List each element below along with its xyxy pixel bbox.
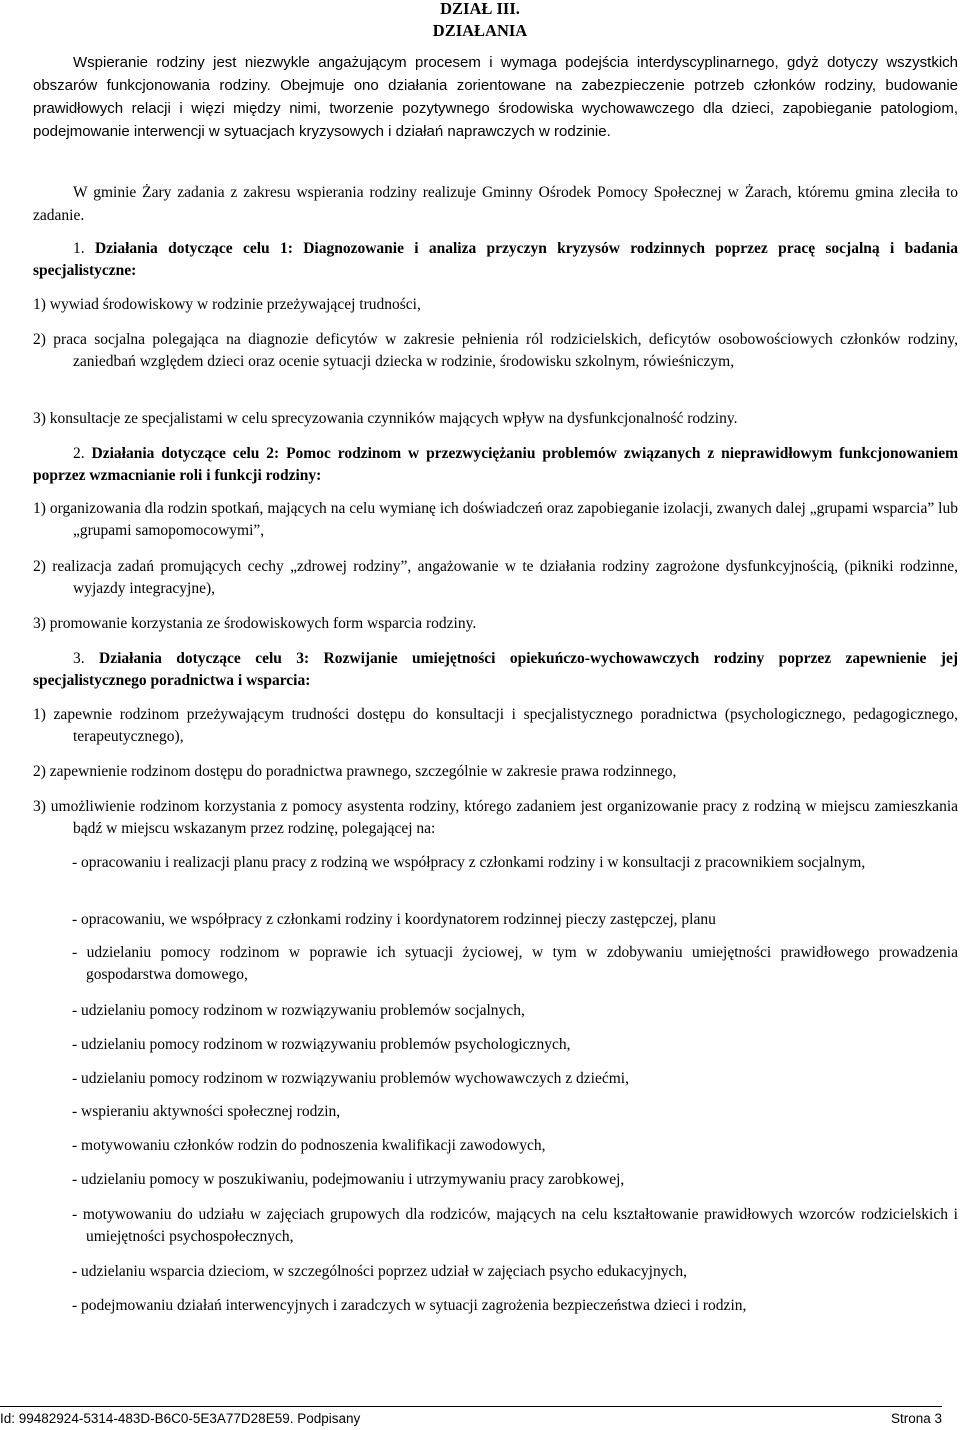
dash-item: - opracowaniu, we współpracy z członkami rodziny i koordynatorem rodzinnej pieczy zastępczej, planu [72, 911, 716, 928]
intro-paragraph: Wspieranie rodziny jest niezwykle angażującym procesem i wymaga podejścia interdyscyplinarnego, gdyż dotyczy wszystkich obszarów funkcjonowania rodziny. Obejmuje ono działania zorientowane na zabezpieczenie potrzeb członków rodziny, budowanie prawidłowych relacji i więzi między nimi, tworzenie pozytywnego środowiska wychowawczego dla dzieci, zapobieganie patologiom, podejmowanie interwencji w sytuacjach kryzysowych i działań naprawczych w rodzinie. [33, 54, 958, 140]
list-item: 3) promowanie korzystania ze środowiskowych form wsparcia rodziny. [33, 615, 477, 632]
section-3-heading: 3. Działania dotyczące celu 3: Rozwijanie umiejętności opiekuńczo-wychowawczych rodziny poprzez zapewnienie jej specjalistycznego poradnictwa i wsparcia: [33, 650, 959, 689]
dash-item: - wspieraniu aktywności społecznej rodzin, [72, 1103, 341, 1120]
footer-divider [0, 1406, 942, 1407]
dash-item: - opracowaniu i realizacji planu pracy z rodziną we współpracy z członkami rodziny i w konsultacji z pracownikiem socjalnym, [72, 854, 866, 871]
dash-item: - udzielaniu pomocy rodzinom w poprawie ich sytuacji życiowej, w tym w zdobywaniu umiejętności prawidłowego prowadzenia gospodarstwa domowego, [72, 944, 958, 983]
list-item: 1) organizowania dla rodzin spotkań, mających na celu wymianę ich doświadczeń oraz zapobieganie izolacji, zwanych dalej „grupami wsparcia” lub „grupami samopomocowymi”, [33, 500, 958, 539]
list-item: 3) umożliwienie rodzinom korzystania z pomocy asystenta rodziny, którego zadaniem jest organizowanie pracy z rodziną w miejscu zamieszkania bądź w miejscu wskazanym przez rodzinę, polegającej na: [33, 798, 958, 837]
section-2-heading: 2. Działania dotyczące celu 2: Pomoc rodzinom w przezwyciężaniu problemów związanych z nieprawidłowym funkcjonowaniem poprzez wzmacnianie roli i funkcji rodziny: [33, 445, 958, 484]
dash-item: - udzielaniu pomocy rodzinom w rozwiązywaniu problemów wychowawczych z dziećmi, [72, 1070, 629, 1087]
dash-item: - udzielaniu pomocy rodzinom w rozwiązywaniu problemów psychologicznych, [72, 1036, 571, 1053]
list-item: 2) praca socjalna polegająca na diagnozie deficytów w zakresie pełnienia ról rodzicielskich, deficytów osobowościowych członków rodziny, zaniedbań względem dzieci oraz ocenie sytuacji dziecka w rodzinie, środowisku szkolnym, rówieśniczym, [33, 331, 958, 370]
list-item: 1) zapewnie rodzinom przeżywającym trudności dostępu do konsultacji i specjalistycznego poradnictwa (psychologicznego, pedagogicznego, terapeutycznego), [33, 706, 958, 745]
dash-item: - motywowaniu do udziału w zajęciach grupowych dla rodziców, mających na celu kształtowanie prawidłowych wzorców rodzicielskich i umiejętności psychospołecznych, [72, 1206, 958, 1245]
dash-item: - podejmowaniu działań interwencyjnych i zaradczych w sytuacji zagrożenia bezpieczeństwa dzieci i rodzin, [72, 1297, 747, 1314]
section-1-heading: 1. Działania dotyczące celu 1: Diagnozowanie i analiza przyczyn kryzysów rodzinnych poprzez pracę socjalną i badania specjalistyczne: [33, 240, 958, 279]
list-item: 3) konsultacje ze specjalistami w celu sprecyzowania czynników mających wpływ na dysfunkcjonalność rodziny. [33, 410, 738, 427]
section-subtitle: DZIAŁANIA [432, 21, 528, 40]
section-title: DZIAŁ III. [440, 0, 520, 18]
dash-item: - udzielaniu pomocy w poszukiwaniu, podejmowaniu i utrzymywaniu pracy zarobkowej, [72, 1171, 625, 1188]
dash-item: - udzielaniu pomocy rodzinom w rozwiązywaniu problemów socjalnych, [72, 1002, 525, 1019]
dash-item: - motywowaniu członków rodzin do podnoszenia kwalifikacji zawodowych, [72, 1137, 546, 1154]
list-item: 1) wywiad środowiskowy w rodzinie przeżywającej trudności, [33, 296, 421, 313]
document-id: Id: 99482924-5314-483D-B6C0-5E3A77D28E59. Podpisany [0, 1411, 361, 1426]
dash-item: - udzielaniu wsparcia dzieciom, w szczególności poprzez udział w zajęciach psycho edukacyjnych, [72, 1263, 687, 1280]
page-number: Strona 3 [890, 1411, 942, 1426]
list-item: 2) zapewnienie rodzinom dostępu do poradnictwa prawnego, szczególnie w zakresie prawa rodzinnego, [33, 763, 677, 780]
intro-paragraph-2: W gminie Żary zadania z zakresu wspierania rodziny realizuje Gminny Ośrodek Pomocy Społecznej w Żarach, któremu gmina zleciła to zadanie. [33, 184, 958, 224]
list-item: 2) realizacja zadań promujących cechy „zdrowej rodziny”, angażowanie w te działania rodziny zagrożone dysfunkcyjnością, (pikniki rodzinne, wyjazdy integracyjne), [33, 558, 958, 597]
